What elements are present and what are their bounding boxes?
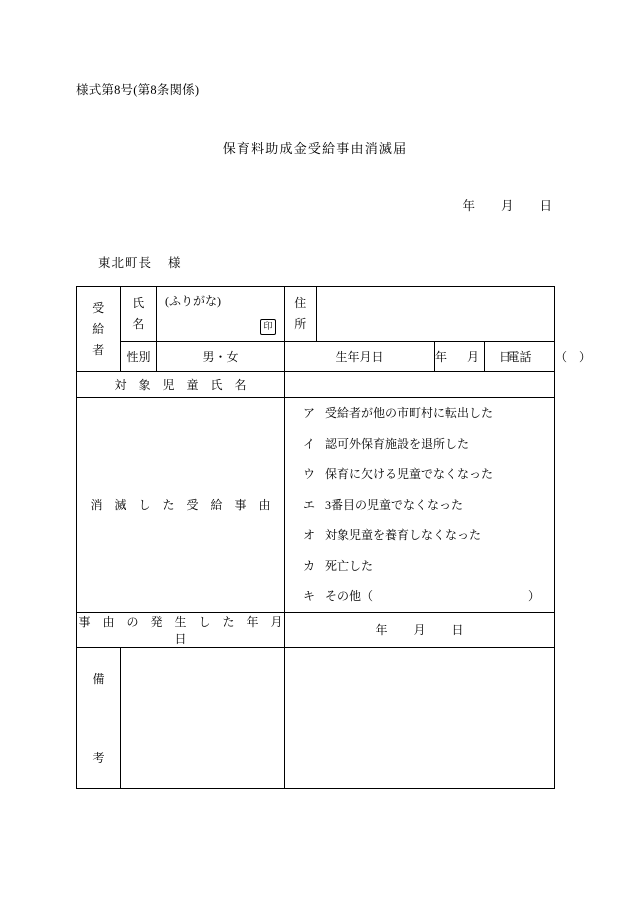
address-label-char-2: 所 (294, 317, 307, 331)
addressee (98, 253, 182, 271)
reason-text: 対象児童を養育しなくなった (325, 528, 482, 542)
reason-mark: キ (303, 589, 316, 603)
name-label-cell (121, 287, 157, 342)
name-label-char-1: 氏 (132, 296, 145, 310)
reason-mark: カ (303, 558, 316, 573)
reason-text: 受給者が他の市町村に転出した (325, 406, 494, 420)
reason-mark: ア (303, 406, 316, 420)
reason-text: 保育に欠ける児童でなくなった (325, 467, 494, 481)
gender-options: 男・女 (202, 350, 239, 364)
remarks-label-cell (77, 647, 121, 788)
name-label-char-2: 名 (132, 317, 145, 331)
form-number: 様式第8号(第8条関係) (76, 83, 200, 97)
reason-label-cell (77, 398, 285, 613)
occurrence-day-label: 日 (451, 623, 464, 637)
reason-tail: ） (528, 589, 541, 603)
phone-label: 電話 (507, 350, 532, 364)
addressee-honorific: 様 (168, 256, 182, 270)
birth-date-cell[interactable] (435, 342, 512, 372)
recipient-label-char-2: 給 (92, 321, 105, 336)
address-label-cell (285, 287, 317, 342)
reason-option[interactable] (285, 520, 554, 551)
date-month-label: 月 (500, 199, 514, 213)
reason-text: 死亡した (325, 558, 374, 573)
remarks-label-char-2: 考 (92, 750, 105, 765)
recipient-label-char-1: 受 (92, 300, 105, 315)
name-input-cell[interactable] (157, 287, 285, 342)
occurrence-date-cell[interactable] (285, 612, 555, 647)
reason-mark: エ (303, 497, 316, 512)
occurrence-label-cell (77, 612, 295, 647)
reason-text: 認可外保育施設を退所した (325, 436, 470, 451)
date-year-label: 年 (462, 199, 475, 213)
reason-option[interactable] (285, 581, 554, 612)
birth-label: 生年月日 (335, 350, 384, 364)
birth-month-label: 月 (467, 350, 480, 364)
gender-label-cell (121, 342, 157, 372)
submission-date-line (0, 196, 552, 214)
recipient-label-char-3: 者 (92, 342, 105, 357)
child-name-input-cell[interactable] (285, 372, 555, 398)
child-name-label-cell (77, 372, 285, 398)
phone-value: （ ） (555, 350, 592, 364)
gender-value-cell[interactable] (157, 342, 285, 372)
reason-options-cell[interactable] (285, 398, 555, 613)
occurrence-label: 事 由 の 発 生 し た 年 月 日 (78, 614, 295, 646)
reason-option[interactable] (285, 398, 554, 429)
remarks-sub-cell[interactable] (121, 647, 285, 788)
reason-mark: イ (303, 436, 316, 451)
reason-option[interactable] (285, 490, 554, 521)
reason-text: 3番目の児童でなくなった (325, 497, 464, 512)
reason-mark: オ (303, 528, 316, 542)
birth-year-label: 年 (435, 350, 448, 364)
reason-option[interactable] (285, 551, 554, 582)
reason-option[interactable] (285, 459, 554, 490)
child-name-label: 対 象 児 童 氏 名 (114, 378, 247, 392)
phone-label-cell (485, 342, 555, 372)
furigana-hint: (ふりがな) (165, 294, 221, 308)
seal-icon: 印 (260, 319, 276, 335)
reason-text: その他（ (325, 589, 374, 603)
application-table (76, 286, 592, 789)
birth-day-label: 日 (499, 350, 512, 364)
birth-label-cell (285, 342, 435, 372)
remarks-input-cell[interactable] (285, 647, 555, 788)
addressee-name: 東北町長 (98, 256, 153, 270)
remarks-label-char-1: 備 (92, 671, 105, 686)
reason-mark: ウ (303, 467, 316, 481)
address-label-char-1: 住 (294, 296, 307, 310)
recipient-label-cell (77, 287, 121, 372)
address-input-cell[interactable] (317, 287, 555, 342)
occurrence-year-label: 年 (375, 623, 388, 637)
occurrence-month-label: 月 (413, 623, 426, 637)
reason-label: 消 滅 し た 受 給 事 由 (90, 498, 271, 513)
date-day-label: 日 (539, 199, 552, 213)
document-title: 保育料助成金受給事由消滅届 (222, 141, 408, 156)
reason-option[interactable] (285, 429, 554, 460)
gender-label: 性別 (126, 350, 151, 364)
